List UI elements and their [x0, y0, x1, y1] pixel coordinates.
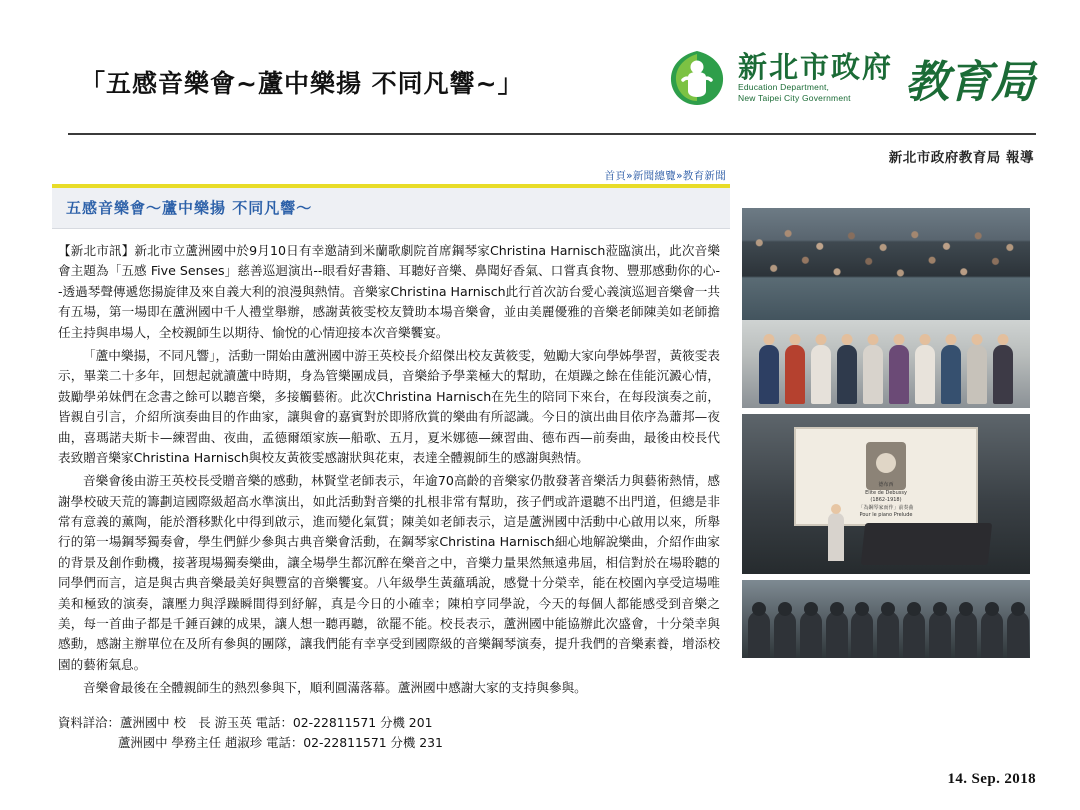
article-headline: 五感音樂會～蘆中樂揚 不同凡響～: [66, 199, 313, 217]
auditorium-assembly-photo: [742, 208, 1030, 408]
contact-line-director: 蘆洲國中 學務主任 趙淑珍 電話：02-22811571 分機 231: [118, 735, 443, 751]
stage-people-group: [742, 324, 1030, 404]
header-divider: [68, 133, 1036, 135]
logo-calligraphy: 教育局: [905, 57, 1034, 108]
crowd-texture: [742, 208, 1030, 324]
article-paragraph: 音樂會最後在全體親師生的熱烈參與下，順利圓滿落幕。蘆洲國中感謝大家的支持與參與。: [83, 680, 587, 696]
department-logo: [666, 46, 1034, 110]
contact-info: [58, 713, 720, 754]
pianist-figure: [828, 513, 844, 561]
slide-piece-en: Pour le piano Prelude: [859, 512, 913, 519]
piano-recital-slide-photo: [742, 414, 1030, 574]
grand-piano: [861, 523, 992, 565]
contact-line-principal: 資料詳洽：蘆洲國中 校 長 游玉英 電話：02-22811571 分機 201: [58, 714, 433, 730]
page-header: [80, 46, 1034, 132]
logo-en-line2: New Taipei City Government: [737, 93, 851, 104]
article-paragraph: 音樂會後由游王英校長受贈音樂的感動，林賢堂老師表示，年逾70高齡的音樂家仍散發著音樂活力與藝術熱情，感謝學校破天荒的籌劃這國際級超高水準演出，如此活動對音樂的扎根非常有幫助，孩子們或許還聽不出門道，但總是非常有意義的薰陶，能於潛移默化中得到啟示，進而變化氣質；陳美如老師表示，這是蘆洲國中活動中心啟用以來，所舉行的第一場鋼琴獨奏會，學生們鮮少參與古典音樂會活動，在鋼琴家Christina Harnisch細心地解說樂曲，介紹作曲家的背景及創作動機，接著現場獨奏樂曲，讓全場學生都沉醉在樂音之中，音樂力量果然無遠弗屆，相信對於在場聆聽的同學們而言，這是與古典音樂最美好與豐富的音樂饗宴。八年級學生黃蘊瑀說，感覺十分榮幸，能在校園內享受這場唯美和極致的演奏，讓壓力與浮躁瞬間得到紓解，真是今日的小確幸；陳柏亨同學說，今天的每個人都能感受到音樂之美，每一首曲子都是千錘百鍊的成果，讓人想一聽再聽，欲罷不能。校長表示，蘆洲國中能協辦此次盛會，十分榮幸與感動，感謝主辦單位在及所有參與的團隊，讓我們能有幸享受到國際級的音樂鋼琴演奏，提升我們的音樂素養，增添校園的藝術氣息。: [58, 473, 720, 672]
slide-subtitle-en: Elite de Debussy: [865, 489, 907, 496]
page-title: 「五感音樂會~蘆中樂揚 不同凡響~」: [80, 69, 524, 98]
article-paragraph: 「蘆中樂揚，不同凡響」，活動一開始由蘆洲國中游王英校長介紹傑出校友黃筱雯，勉勵大家向學姊學習，黃筱雯表示，畢業二十多年，回想起就讀蘆中時期，身為管樂團成員，音樂給予學業極大的幫助，在煩躁之餘在佳能沉澱心情，鼓勵學弟妹們在念書之餘可以聽音樂，多接觸藝術。此次Christina Harnisch在先生的陪同下來台，在每段演奏之前，皆親自引言，介紹所演奏曲目的作曲家，讓與會的嘉賓對於即將欣賞的樂曲有所認識。今日的演出曲目依序為蕭邦—夜曲，喜瑪諾夫斯卡—練習曲、夜曲，孟德爾頌家族—船歌、五月，夏米娜德—練習曲、德布西—前奏曲，最後由校長代表致贈音樂家Christina Harnisch與校友黃筱雯感謝狀與花束，表達全體親師生的感謝與熱情。: [58, 347, 720, 465]
slide-title: 德布西: [878, 482, 894, 489]
audience-seated-photo: [742, 580, 1030, 658]
audience-heads-group: [742, 580, 1030, 658]
article-card: [52, 170, 730, 754]
article-body: [52, 229, 730, 754]
slide-caption: [796, 482, 976, 520]
article-header-bar: [52, 188, 730, 229]
slide-piece-zh: 「為鋼琴家而作」前奏曲: [858, 504, 914, 511]
footer-date: 14. Sep. 2018: [947, 771, 1036, 787]
article-paragraph: 【新北市訊】新北市立蘆洲國中於9月10日有幸邀請到米蘭歌劇院首席鋼琴家Christina Harnisch蒞臨演出，此次音樂會主題為「五感 Five Senses」慈善巡迴演出--眼看好書籍、耳聽好音樂、鼻聞好香氣、口嘗真食物、豐那感動你的心--透過琴聲傳遞您揚旋律及來自義大利的浪漫與熱情。音樂家Christina Harnisch此行首次訪台愛心義演巡迴音樂會一共有五場，第一場即在蘆洲國中千人禮堂舉辦，感謝黃筱雯校友贊助本場音樂會，並由美麗優雅的音樂老師陳美如老師擔任主持與串場人，全校親師生以期待、愉悅的心情迎接本次音樂饗宴。: [58, 243, 720, 340]
slide-years: (1862-1918): [870, 497, 902, 504]
logo-zh-name: 新北市政府: [737, 49, 893, 84]
byline: 新北市政府教育局 報導: [888, 150, 1034, 166]
projection-screen: [794, 427, 978, 526]
breadcrumb[interactable]: 首頁»新聞總覽»教育新聞: [604, 170, 726, 182]
person-leaf-logo-icon: [666, 47, 728, 109]
logo-en-line1: Education Department,: [737, 82, 830, 93]
logo-text-group: [737, 49, 893, 105]
